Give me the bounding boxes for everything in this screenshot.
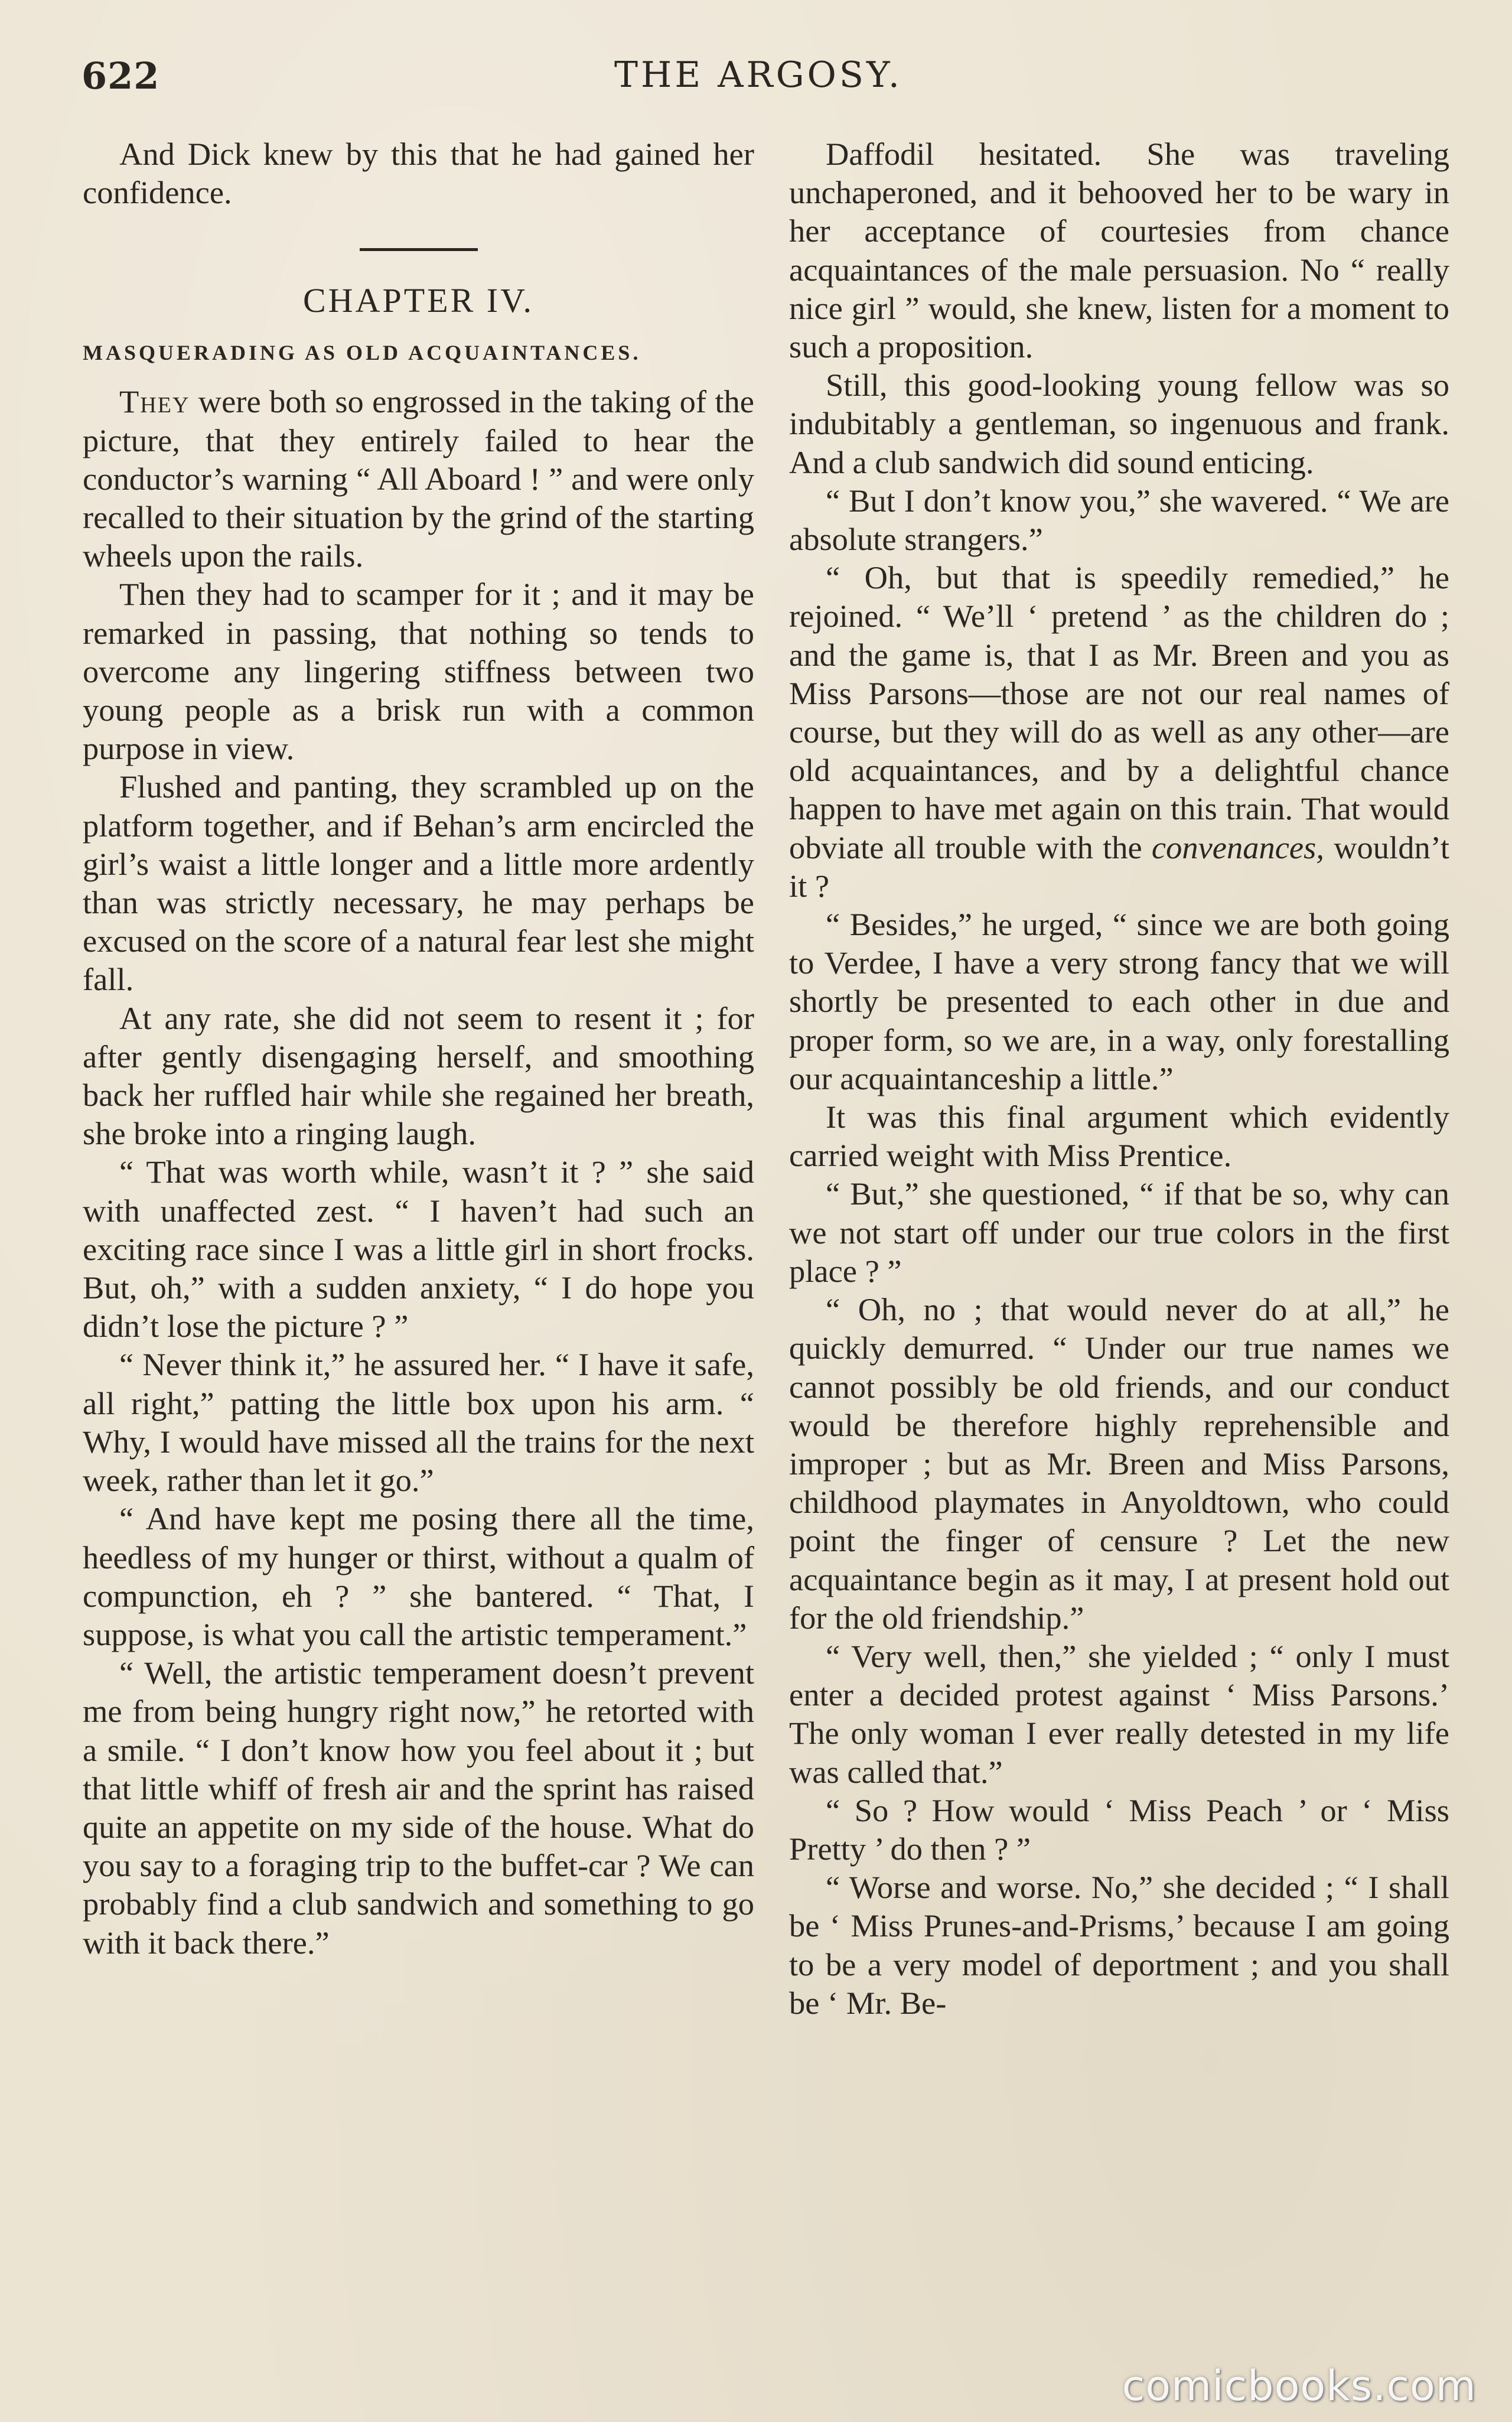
paragraph [789,558,1449,905]
paragraph: It was this final argument which evidently carried weight with Miss Prentice. [789,1099,1449,1174]
page-header [0,54,1512,102]
paragraph: “ Oh, no ; that would never do at all,” he quickly demurred. “ Under our true names we cannot possibly be old friends, and our conduct would be therefore highly reprehensible and improper ; but as Mr. Breen and Miss Parsons, childhood playmates in Anyoldtown, who could point the finger of censure ? Let the new acquaintance begin as it may, I at present hold out for the old friendship.” [789,1291,1449,1636]
paragraph: “ Besides,” he urged, “ since we are both going to Verdee, I have a very strong fancy that we will shortly be presented to each other in due and proper form, so we are, in a way, only forestalling our acquaintanceship a little.” [789,906,1449,1096]
running-head: THE ARGOSY. [614,54,902,96]
paragraph: “ Never think it,” he assured her. “ I have it safe, all right,” patting the little box upon his arm. “ Why, I would have missed all the trains for the next week, rather than let it go.” [83,1346,754,1499]
paragraph: “ But,” she questioned, “ if that be so, why can we not start off under our true colors in the first place ? ” [789,1176,1449,1289]
paragraph: “ And have kept me posing there all the time, heedless of my hunger or thirst, without a qualm of compunction, eh ? ” she bantered. “ That, I suppose, is what you call the artistic temperament.” [83,1500,754,1652]
right-column [789,135,1449,2022]
paragraph: “ Worse and worse. No,” she decided ; “ I shall be ‘ Miss Prunes-and-Prisms,’ because I am going to be a very model of deportment ; and you shall be ‘ Mr. Be- [789,1869,1449,2021]
chapter-subtitle: MASQUERADING AS OLD ACQUAINTANCES. [83,341,641,365]
drop-word: They [119,383,190,420]
paragraph: Daffodil hesitated. She was traveling unchaperoned, and it behooved her to be wary in her acceptance of courtesies from chance acquaintances of the male persuasion. No “ really nice girl ” would, she knew, listen for a moment to such a proposition. [789,136,1449,365]
paragraph: “ Very well, then,” she yielded ; “ only I must enter a decided protest against ‘ Miss Parsons.’ The only woman I ever really detested in my life was called that.” [789,1638,1449,1790]
paragraph: At any rate, she did not seem to resent it ; for after gently disengaging herself, and smoothing back her ruffled hair while she regained her breath, she broke into a ringing laugh. [83,1000,754,1152]
paragraph: “ Well, the artistic temperament doesn’t prevent me from being hungry right now,” he retorted with a smile. “ I don’t know how you feel about it ; but that little whiff of fresh air and the sprint has raised quite an appetite on my side of the house. What do you say to a foraging trip to the buffet-car ? We can probably find a club sandwich and something to go with it back there.” [83,1655,754,1961]
paragraph-text: “ Oh, but that is speedily remedied,” he rejoined. “ We’ll ‘ pretend ’ as the children do ; and the game is, that I as Mr. Breen and you as Miss Parsons—those are not our real names of course, but they will do as well as any other—are old acquaintances, and by a delightful chance happen to have met again on this train. That would obviate all trouble with the [789,559,1449,865]
left-column [83,135,754,1962]
paragraph [83,382,754,575]
paragraph: Flushed and panting, they scrambled up on the platform together, and if Behan’s arm encircled the girl’s waist a little longer and a little more ardently than was strictly necessary, he may perhaps be excused on the score of a natural fear lest she might fall. [83,769,754,998]
paragraph: “ So ? How would ‘ Miss Peach ’ or ‘ Miss Pretty ’ do then ? ” [789,1792,1449,1867]
paragraph-text: were both so engrossed in the taking of the picture, that they entirely failed to hear the conductor’s warning “ All Aboard ! ” and were only recalled to their situation by the grind of the starting wheels upon the rails. [83,383,754,574]
paragraph: Then they had to scamper for it ; and it may be remarked in passing, that nothing so tends to overcome any lingering stiffness between two young people as a brisk run with a common purpose in view. [83,576,754,767]
paragraph-text: wouldn’t it ? [789,829,1449,904]
watermark: comicbooks.com [1122,2362,1477,2410]
paragraph: Still, this good-looking young fellow was so indubitably a gentleman, so ingenuous and frank. And a club sandwich did sound enticing. [789,367,1449,480]
paragraph: “ That was worth while, wasn’t it ? ” she said with unaffected zest. “ I haven’t had such an exciting race since I was a little girl in short frocks. But, oh,” with a sudden anxiety, “ I do hope you didn’t lose the picture ? ” [83,1154,754,1345]
paragraph: “ But I don’t know you,” she wavered. “ We are absolute strangers.” [789,482,1449,558]
chapter-title: CHAPTER IV. [303,281,534,320]
paragraph: And Dick knew by this that he had gained her confidence. [83,136,754,211]
italic-word: convenances, [1151,829,1324,865]
page-number: 622 [82,54,160,97]
section-divider [360,248,478,251]
